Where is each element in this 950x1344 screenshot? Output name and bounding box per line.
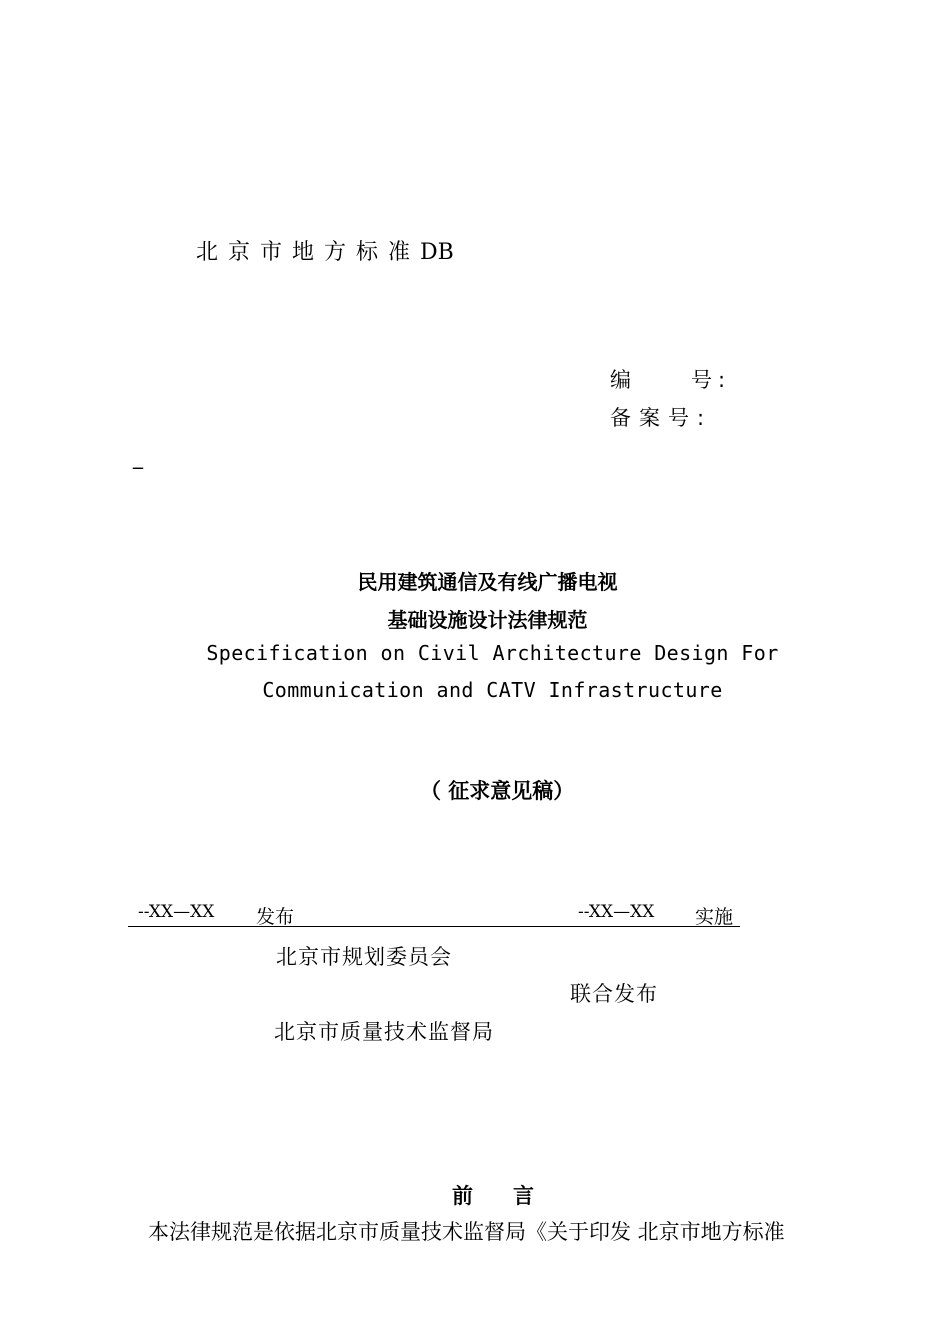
draft-status: （ 征求意见稿） [420,779,575,803]
publish-label: 发布 [256,906,295,928]
title-en-line1: Specification on Civil Architecture Design For [206,641,779,665]
stray-mark: _ [133,445,143,469]
implement-date: --XX—XX [578,902,655,922]
standard-type: 北京市地方标准 [196,240,421,265]
title-cn-line1: 民用建筑通信及有线广播电视 [357,570,618,594]
title-cn-line2: 基础设施设计法律规范 [387,608,588,632]
issuer-org2: 北京市质量技术监督局 [274,1020,494,1044]
record-number-label: 备案号: [610,406,713,430]
issuer-org1: 北京市规划委员会 [276,945,452,969]
date-line [128,902,740,927]
standard-header [196,235,454,266]
foreword-first-line: 本法律规范是依据北京市质量技术监督局《关于印发 北京市地方标准 [148,1220,785,1244]
joint-issue-label: 联合发布 [570,982,658,1006]
number-label: 编 号: [610,368,732,392]
title-en-line2: Communication and CATV Infrastructure [262,678,723,702]
foreword-heading: 前言 [452,1184,574,1208]
publish-date: --XX—XX [138,902,215,922]
standard-code: DB [420,240,454,265]
implement-label: 实施 [695,906,734,928]
